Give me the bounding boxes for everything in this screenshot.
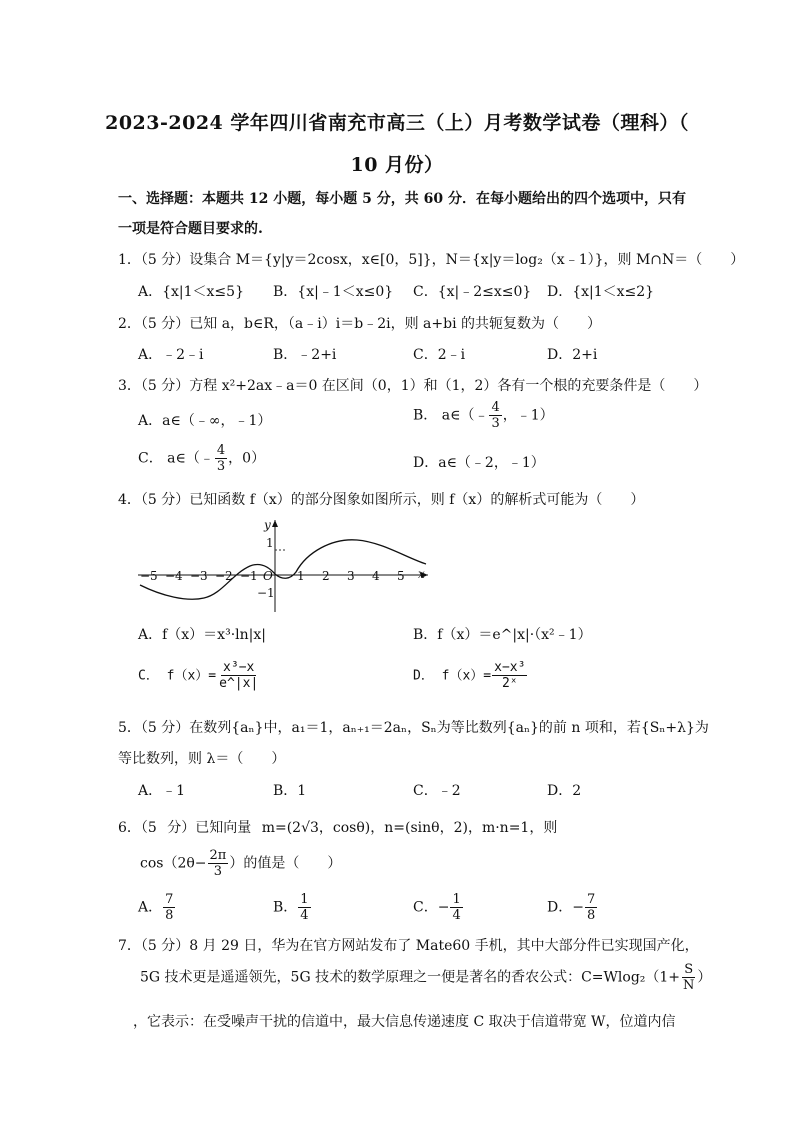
fraction [298, 892, 310, 923]
fraction-denominator: 4 [452, 908, 461, 923]
question-3-option-c [138, 443, 265, 474]
fraction-numerator: 2π [209, 848, 227, 863]
stem-suffix: ） [697, 969, 712, 986]
stem-prefix: 5G 技术更是遥遥领先，5G 技术的数学原理之一便是著名的香农公式：C=Wlog₂（1+ [140, 969, 681, 986]
section-heading-cont: 一项是符合题目要求的. [118, 221, 263, 237]
question-5-option-b: B．1 [273, 783, 307, 799]
fraction [489, 400, 501, 431]
stem-suffix: ）的值是（ ） [229, 855, 342, 872]
fraction-numerator: 1 [452, 892, 461, 907]
fraction [585, 892, 597, 923]
x-tick-label: 2 [322, 569, 330, 583]
question-3-stem: 3．（5 分）方程 x²+2ax﹣a＝0 在区间（0，1）和（1，2）各有一个根的充要条件是（ ） [118, 378, 708, 394]
fraction-denominator: N [683, 978, 695, 993]
fraction-numerator: x−x³ [494, 660, 526, 675]
question-2-option-d: D．2+i [547, 347, 598, 363]
y-axis-arrow [272, 520, 278, 527]
question-5-option-c: C．﹣2 [413, 783, 461, 799]
fraction-numerator: S [684, 962, 694, 977]
fraction-denominator: 3 [491, 416, 500, 431]
fraction-denominator: 2ˣ [501, 676, 518, 691]
x-tick-label: −3 [190, 569, 208, 583]
question-2-stem: 2．（5 分）已知 a，b∈R，（a﹣i）i＝b﹣2i，则 a+bi 的共轭复数为（ ） [118, 316, 601, 332]
exam-title-line1: 2023-2024 学年四川省南充市高三（上）月考数学试卷（理科）（ [105, 112, 689, 134]
question-3-option-b [413, 400, 554, 431]
fraction-numerator: 4 [491, 400, 500, 415]
question-5-option-a: A．﹣1 [138, 783, 186, 799]
option-c-prefix: C． a∈（﹣ [138, 450, 214, 467]
fraction-numerator: 7 [586, 892, 596, 907]
y-axis-label: y [264, 518, 271, 532]
function-curve [140, 540, 426, 599]
fraction [217, 660, 260, 691]
option-b-suffix: ，﹣1） [502, 407, 554, 424]
question-4-option-b: B．f（x）＝e^|x|·（x²﹣1） [413, 627, 592, 643]
function-graph [132, 514, 432, 614]
fraction-denominator: e^|x| [219, 676, 259, 691]
x-tick-label: −2 [215, 569, 233, 583]
x-tick-label: 3 [347, 569, 355, 583]
question-4-option-c [138, 660, 261, 691]
question-1-option-a: A．{x|1＜x≤5} [138, 284, 244, 300]
stem-prefix: cos（2θ− [140, 855, 207, 872]
x-tick-label: −1 [240, 569, 258, 583]
x-tick-label: −4 [165, 569, 183, 583]
option-d-prefix: D． f（x）= [413, 668, 492, 684]
fraction [163, 892, 175, 923]
question-4-option-d [413, 660, 528, 691]
origin-label: O [263, 569, 273, 583]
question-2-option-a: A．﹣2﹣i [138, 347, 204, 363]
fraction-numerator: 7 [165, 892, 174, 907]
option-a-prefix: A． [138, 899, 163, 916]
x-tick-label: 1 [297, 569, 305, 583]
question-6-option-a [138, 892, 176, 923]
question-1-option-d: D．{x|1＜x≤2} [547, 284, 655, 300]
fraction-denominator: 3 [213, 864, 223, 879]
question-3-option-d: D．a∈（﹣2，﹣1） [413, 455, 545, 471]
x-tick-label: 5 [397, 569, 405, 583]
question-2-option-c: C．2﹣i [413, 347, 466, 363]
question-7-stem-cont2: ，它表示：在受噪声干扰的信道中，最大信息传递速度 C 取决于信道带宽 W，位道内信 [133, 1014, 676, 1030]
fraction [450, 892, 462, 923]
question-7-stem-cont [140, 962, 711, 993]
fraction-denominator: 3 [216, 459, 226, 474]
x-tick-label: 4 [372, 569, 380, 583]
fraction [492, 660, 527, 691]
exam-title-line2: 10 月份） [350, 154, 444, 176]
question-1-option-c: C．{x|﹣2≤x≤0} [413, 284, 532, 300]
option-d-prefix: D．− [547, 899, 584, 916]
question-3-option-a: A．a∈（﹣∞，﹣1） [138, 413, 272, 429]
fraction-numerator: 4 [216, 443, 226, 458]
option-c-suffix: ，0） [228, 450, 266, 467]
fraction [208, 848, 229, 879]
x-tick-label: −5 [140, 569, 158, 583]
y-tick-label: 1 [266, 536, 274, 550]
question-4-stem: 4．（5 分）已知函数 f（x）的部分图象如图所示，则 f（x）的解析式可能为（ ） [118, 492, 645, 508]
x-axis-label: x [418, 567, 425, 581]
question-4-option-a: A．f（x）＝x³·ln|x| [138, 627, 266, 643]
question-6-stem: 6．（5 分）已知向量 m=(2√3，cosθ)，n=(sinθ，2)，m·n=1，则 [118, 820, 558, 836]
fraction [681, 962, 696, 993]
option-b-prefix: B． a∈（﹣ [413, 407, 489, 424]
y-tick-label: −1 [257, 586, 275, 600]
fraction [215, 443, 227, 474]
option-c-prefix: C． f（x）= [138, 668, 217, 684]
section-heading: 一、选择题：本题共 12 小题，每小题 5 分，共 60 分．在每小题给出的四个选项中，只有 [118, 191, 686, 207]
question-6-option-c [413, 892, 464, 923]
question-5-stem-cont: 等比数列，则 λ＝（ ） [118, 751, 286, 767]
question-6-option-d [547, 892, 598, 923]
question-7-stem: 7．（5 分）8 月 29 日，华为在官方网站发布了 Mate60 手机，其中大部分件已实现国产化， [118, 938, 699, 954]
question-5-option-d: D．2 [547, 783, 582, 799]
fraction-denominator: 8 [165, 908, 174, 923]
option-c-prefix: C．− [413, 899, 450, 916]
fraction-numerator: 1 [300, 892, 309, 907]
option-b-prefix: B． [273, 899, 298, 916]
question-6-option-b [273, 892, 312, 923]
fraction-denominator: 4 [300, 908, 309, 923]
question-2-option-b: B．﹣2+i [273, 347, 337, 363]
question-6-stem-cont [140, 848, 341, 879]
fraction-numerator: x³−x [223, 660, 255, 675]
question-1-stem: 1．（5 分）设集合 M＝{y|y＝2cosx，x∈[0，5]}，N＝{x|y＝log₂（x﹣1）}，则 M∩N＝（ ） [118, 252, 745, 268]
question-1-option-b: B．{x|﹣1＜x≤0} [273, 284, 394, 300]
question-5-stem: 5．（5 分）在数列{aₙ}中，a₁＝1，aₙ₊₁＝2aₙ，Sₙ为等比数列{aₙ}的前 n 项和，若{Sₙ+λ}为 [118, 720, 709, 736]
fraction-denominator: 8 [586, 908, 596, 923]
